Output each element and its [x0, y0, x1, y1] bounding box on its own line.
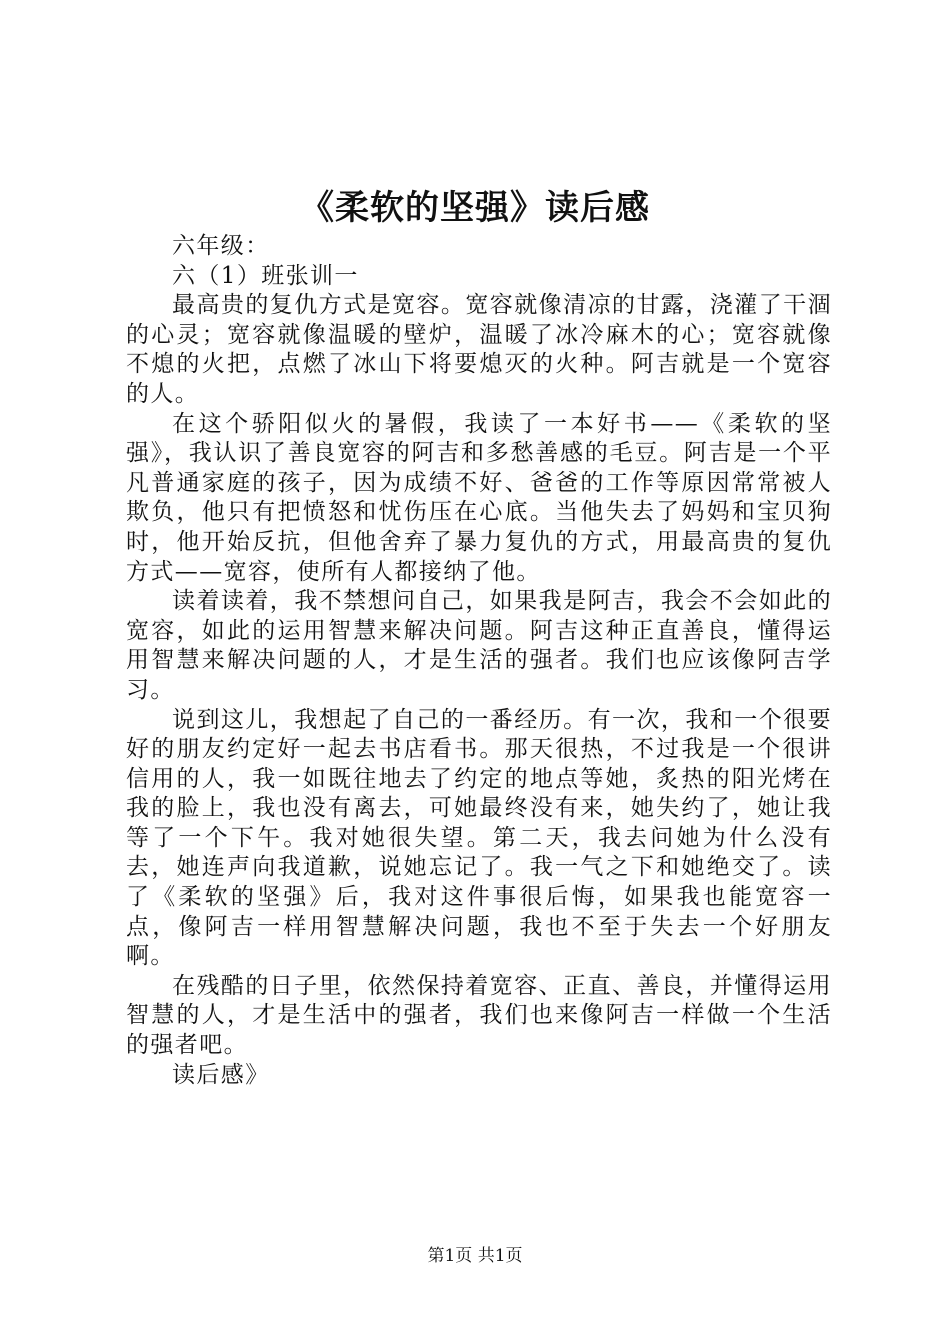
document-body	[126, 232, 832, 1090]
author-line: 六（1）班张训一	[172, 262, 359, 289]
body-paragraph: 最高贵的复仇方式是宽容。宽容就像清凉的甘露，浇灌了干涸的心灵；宽容就像温暖的壁炉，温暖了冰冷麻木的心；宽容就像不熄的火把，点燃了冰山下将要熄灭的火种。阿吉就是一个宽容的人。	[126, 292, 832, 407]
closing-line: 读后感》	[172, 1061, 270, 1088]
body-paragraph: 读着读着，我不禁想问自己，如果我是阿吉，我会不会如此的宽容，如此的运用智慧来解决问题。阿吉这种正直善良，懂得运用智慧来解决问题的人，才是生活的强者。我们也应该像阿吉学习。	[126, 588, 832, 703]
page-footer: 第1页 共1页	[427, 1246, 523, 1266]
body-paragraph: 说到这儿，我想起了自己的一番经历。有一次，我和一个很要好的朋友约定好一起去书店看书。那天很热，不过我是一个很讲信用的人，我一如既往地去了约定的地点等她，炙热的阳光烤在我的脸上，我也没有离去，可她最终没有来，她失约了，她让我等了一个下午。我对她很失望。第二天，我去问她为什么没有去，她连声向我道歉，说她忘记了。我一气之下和她绝交了。读了《柔软的坚强》后，我对这件事很后悔，如果我也能宽容一点，像阿吉一样用智慧解决问题，我也不至于失去一个好朋友啊。	[126, 706, 832, 970]
body-paragraph: 在这个骄阳似火的暑假，我读了一本好书——《柔软的坚强》，我认识了善良宽容的阿吉和多愁善感的毛豆。阿吉是一个平凡普通家庭的孩子，因为成绩不好、爸爸的工作等原因常常被人欺负，他只有把愤怒和忧伤压在心底。当他失去了妈妈和宝贝狗时，他开始反抗，但他舍弃了暴力复仇的方式，用最高贵的复仇方式——宽容，使所有人都接纳了他。	[126, 410, 832, 585]
body-paragraph: 在残酷的日子里，依然保持着宽容、正直、善良，并懂得运用智慧的人，才是生活中的强者，我们也来像阿吉一样做一个生活的强者吧。	[126, 972, 832, 1059]
document-title: 《柔软的坚强》读后感	[300, 188, 650, 228]
grade-line: 六年级：	[172, 233, 270, 259]
